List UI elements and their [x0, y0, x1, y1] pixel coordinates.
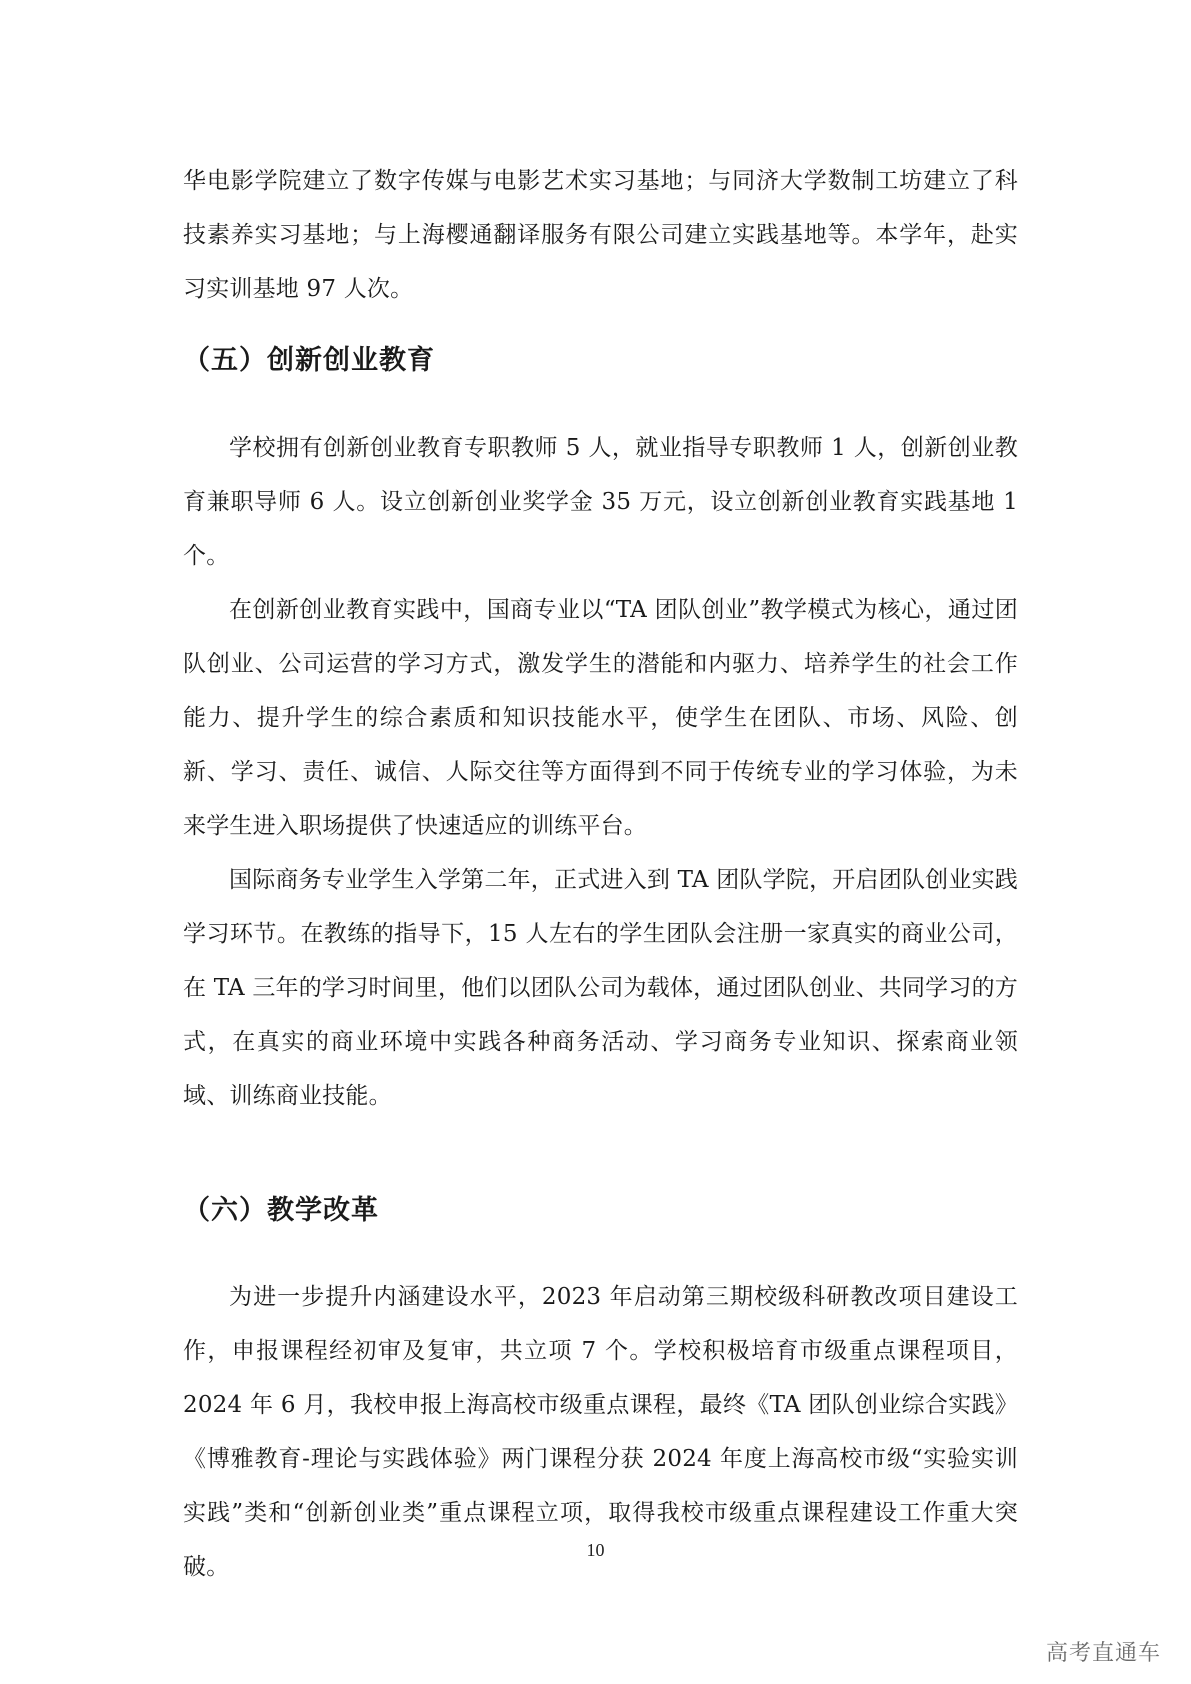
paragraph-ta-college: 国际商务专业学生入学第二年，正式进入到 TA 团队学院，开启团队创业实践学习环节。在教练的指导下，15 人左右的学生团队会注册一家真实的商业公司，在 TA 三年的学习时间里，他们以团队公司为载体，通过团队创业、共同学习的方式，在真实的商业环境中实践各种商务活动、学习商务专业知识、探索商业领域、训练商业技能。 [183, 867, 1018, 1109]
paragraph-ta-model: 在创新创业教育实践中，国商专业以“TA 团队创业”教学模式为核心，通过团队创业、公司运营的学习方式，激发学生的潜能和内驱力、培养学生的社会工作能力、提升学生的综合素质和知识技能水平，使学生在团队、市场、风险、创新、学习、责任、诚信、人际交往等方面得到不同于传统专业的学习体验，为未来学生进入职场提供了快速适应的训练平台。 [183, 597, 1018, 839]
section-heading-innovation: （五）创新创业教育 [183, 345, 435, 376]
paragraph-staffing: 学校拥有创新创业教育专职教师 5 人，就业指导专职教师 1 人，创新创业教育兼职导师 6 人。设立创新创业奖学金 35 万元，设立创新创业教育实践基地 1 个。 [183, 435, 1018, 569]
section-heading-teaching-reform: （六）教学改革 [183, 1195, 379, 1226]
section-body-innovation [183, 421, 1018, 1123]
paragraph-reform-projects: 为进一步提升内涵建设水平，2023 年启动第三期校级科研教改项目建设工作，申报课程经初审及复审，共立项 7 个。学校积极培育市级重点课程项目，2024 年 6 月，我校申报上海高校市级重点课程，最终《TA 团队创业综合实践》《博雅教育-理论与实践体验》两门课程分获 2024 年度上海高校市级“实验实训实践”类和“创新创业类”重点课程立项，取得我校市级重点课程建设工作重大突破。 [183, 1284, 1018, 1580]
page-number: 10 [586, 1540, 605, 1560]
watermark-text: 高考直通车 [1045, 1641, 1161, 1666]
intro-paragraph: 华电影学院建立了数字传媒与电影艺术实习基地；与同济大学数制工坊建立了科技素养实习基地；与上海樱通翻译服务有限公司建立实践基地等。本学年，赴实习实训基地 97 人次。 [183, 168, 1018, 302]
